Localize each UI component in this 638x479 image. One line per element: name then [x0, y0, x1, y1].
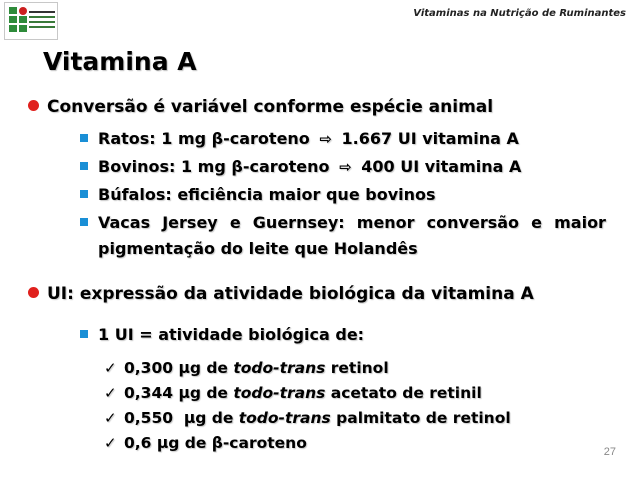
- check-item: ✓ 0,550 μg de todo-trans palmitato de retinol: [104, 409, 511, 427]
- bullet-text: Conversão é variável conforme espécie animal: [47, 97, 494, 117]
- slide-title: Vitamina A: [43, 47, 197, 76]
- beta-symbol: β: [211, 434, 223, 452]
- sub-bullet-bufalos: Búfalos: eficiência maior que bovinos: [80, 185, 436, 204]
- logo-text-lines: [29, 11, 55, 33]
- logo-dot: [19, 7, 27, 15]
- institution-logo: [4, 2, 58, 40]
- bullet-ui: [28, 284, 534, 304]
- sub-bullet-bovinos: Bovinos: 1 mg β-caroteno ⇨ 400 UI vitamina A: [80, 157, 521, 176]
- beta-symbol: β: [231, 157, 243, 176]
- red-bullet-icon: [28, 287, 39, 298]
- bullet-text: UI: expressão da atividade biológica da vitamina A: [47, 284, 534, 304]
- sub-bullet-ratos: Ratos: 1 mg β-caroteno ⇨ 1.667 UI vitamina A: [80, 129, 519, 148]
- red-bullet-icon: [28, 100, 39, 111]
- checkmark-icon: ✓: [104, 409, 117, 427]
- check-item: ✓ 0,6 μg de β-caroteno: [104, 434, 307, 452]
- square-bullet-icon: [80, 190, 88, 198]
- jersey-line-2: pigmentação do leite que Holandês: [98, 239, 418, 258]
- logo-square: [9, 7, 17, 14]
- logo-square: [19, 25, 27, 32]
- jersey-line-1: Vacas Jersey e Guernsey: menor conversão e maior: [98, 213, 606, 232]
- sub-bullet-jersey-marker: [80, 213, 98, 232]
- arrow-right-icon: ⇨: [319, 130, 332, 148]
- square-bullet-icon: [80, 134, 88, 142]
- arrow-right-icon: ⇨: [339, 158, 352, 176]
- check-item: ✓ 0,300 μg de todo-trans retinol: [104, 359, 389, 377]
- bullet-conversion: [28, 97, 493, 117]
- header-title: Vitaminas na Nutrição de Ruminantes: [413, 8, 626, 19]
- square-bullet-icon: [80, 162, 88, 170]
- checkmark-icon: ✓: [104, 384, 117, 402]
- square-bullet-icon: [80, 330, 88, 338]
- sub-bullet-ui-definition: 1 UI = atividade biológica de:: [80, 325, 364, 344]
- page-number: 27: [603, 446, 616, 458]
- beta-symbol: β: [211, 129, 224, 148]
- logo-square: [9, 25, 17, 32]
- square-bullet-icon: [80, 218, 88, 226]
- logo-square: [19, 16, 27, 23]
- check-item: ✓ 0,344 μg de todo-trans acetato de retinil: [104, 384, 482, 402]
- checkmark-icon: ✓: [104, 434, 117, 452]
- sub-bullet-jersey: [98, 213, 606, 258]
- checkmark-icon: ✓: [104, 359, 117, 377]
- logo-square: [9, 16, 17, 23]
